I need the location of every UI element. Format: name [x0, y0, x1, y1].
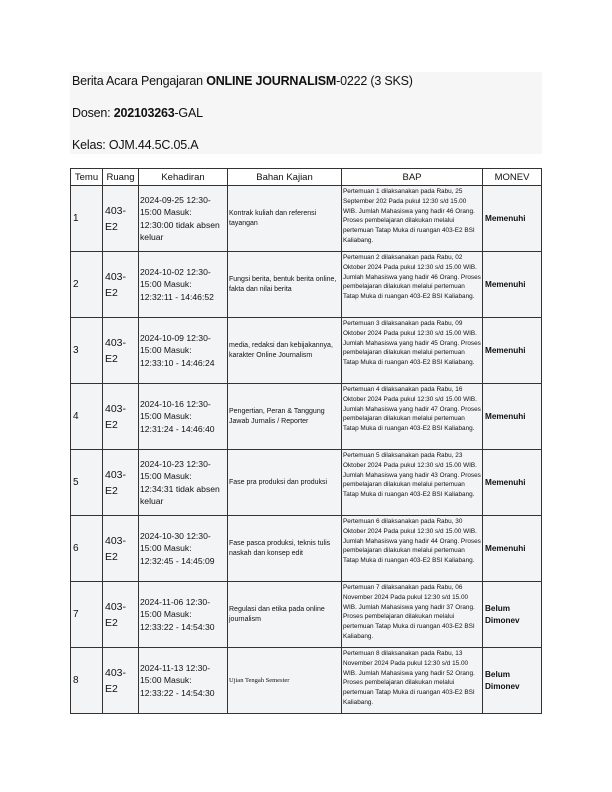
cell-kehadiran: 2024-11-06 12:30-15:00 Masuk: 12:33:22 - 14:54:30: [139, 582, 228, 648]
table-row: [71, 186, 542, 252]
cell-bap: Pertemuan 8 dilaksanakan pada Rabu, 13 November 2024 Pada pukul 12:30 s/d 15.00 WIB. Jumlah Mahasiswa yang hadir 52 Orang. Proses pembelajaran dilakukan melalui pertemuan Tatap Muka di ruangan 403-E2 BSI Kaliabang.: [342, 648, 483, 714]
cell-kehadiran: 2024-11-13 12:30-15:00 Masuk: 12:33:22 - 14:54:30: [139, 648, 228, 714]
cell-bahan-kajian: Regulasi dan etika pada online journalism: [228, 582, 342, 648]
cell-monev: Belum Dimonev: [483, 582, 542, 648]
course-code: -0222 (3 SKS): [336, 74, 413, 88]
cell-bahan-kajian: Fase pra produksi dan produksi: [228, 450, 342, 516]
class-line: Kelas: OJM.44.5C.05.A: [72, 138, 199, 152]
table-row: [71, 582, 542, 648]
cell-monev: Memenuhi: [483, 186, 542, 252]
cell-bahan-kajian: media, redaksi dan kebijakannya, karakter Online Journalism: [228, 318, 342, 384]
attendance-table: [70, 168, 542, 714]
col-header-ruang: Ruang: [103, 169, 139, 186]
cell-kehadiran: 2024-10-30 12:30-15:00 Masuk: 12:32:45 - 14:45:09: [139, 516, 228, 582]
cell-temu: 2: [71, 252, 103, 318]
cell-bap: Pertemuan 7 dilaksanakan pada Rabu, 06 November 2024 Pada pukul 12:30 s/d 15.00 WIB. Jumlah Mahasiswa yang hadir 37 Orang. Proses pembelajaran dilakukan melalui pertemuan Tatap Muka di ruangan 403-E2 BSI Kaliabang.: [342, 582, 483, 648]
table-row: [71, 450, 542, 516]
table-row: [71, 384, 542, 450]
col-header-bap: BAP: [342, 169, 483, 186]
cell-ruang: 403-E2: [103, 450, 139, 516]
cell-temu: 3: [71, 318, 103, 384]
cell-temu: 6: [71, 516, 103, 582]
col-header-kehadiran: Kehadiran: [139, 169, 228, 186]
table-row: [71, 648, 542, 714]
cell-bahan-kajian: Pengertian, Peran & Tanggung Jawab Jurnalis / Reporter: [228, 384, 342, 450]
cell-ruang: 403-E2: [103, 186, 139, 252]
cell-ruang: 403-E2: [103, 384, 139, 450]
table-row: [71, 516, 542, 582]
cell-bap: Pertemuan 1 dilaksanakan pada Rabu, 25 September 202 Pada pukul 12:30 s/d 15.00 WIB. Jumlah Mahasiswa yang hadir 46 Orang. Proses pembelajaran dilakukan melalui pertemuan Tatap Muka di ruangan 403-E2 BSI Kaliabang.: [342, 186, 483, 252]
cell-bahan-kajian: Ujian Tengah Semester: [228, 648, 342, 714]
cell-ruang: 403-E2: [103, 516, 139, 582]
title-prefix: Berita Acara Pengajaran: [72, 74, 207, 88]
cell-monev: Memenuhi: [483, 318, 542, 384]
cell-monev: Memenuhi: [483, 252, 542, 318]
cell-bap: Pertemuan 2 dilaksanakan pada Rabu, 02 Oktober 2024 Pada pukul 12:30 s/d 15.00 WIB. Jumlah Mahasiswa yang hadir 46 Orang. Proses pembelajaran dilakukan melalui pertemuan Tatap Muka di ruangan 403-E2 BSI Kaliabang.: [342, 252, 483, 318]
cell-ruang: 403-E2: [103, 252, 139, 318]
lecturer-label: Dosen:: [72, 106, 114, 120]
cell-monev: Memenuhi: [483, 384, 542, 450]
cell-temu: 1: [71, 186, 103, 252]
table-row: [71, 318, 542, 384]
lecturer-code: -GAL: [174, 106, 203, 120]
cell-bap: Pertemuan 3 dilaksanakan pada Rabu, 09 Oktober 2024 Pada pukul 12:30 s/d 15.00 WIB. Jumlah Mahasiswa yang hadir 45 Orang. Proses pembelajaran dilakukan melalui pertemuan Tatap Muka di ruangan 403-E2 BSI Kaliabang.: [342, 318, 483, 384]
table-row: [71, 252, 542, 318]
cell-monev: Belum Dimonev: [483, 648, 542, 714]
cell-kehadiran: 2024-10-16 12:30-15:00 Masuk: 12:31:24 - 14:46:40: [139, 384, 228, 450]
cell-bahan-kajian: Fungsi berita, bentuk berita online, fakta dan nilai berita: [228, 252, 342, 318]
page-title: [72, 74, 413, 88]
col-header-temu: Temu: [71, 169, 103, 186]
col-header-bahan-kajian: Bahan Kajian: [228, 169, 342, 186]
lecturer-line: [72, 106, 203, 120]
cell-temu: 8: [71, 648, 103, 714]
cell-ruang: 403-E2: [103, 648, 139, 714]
cell-monev: Memenuhi: [483, 516, 542, 582]
cell-ruang: 403-E2: [103, 318, 139, 384]
cell-monev: Memenuhi: [483, 450, 542, 516]
cell-kehadiran: 2024-09-25 12:30-15:00 Masuk: 12:30:00 tidak absen keluar: [139, 186, 228, 252]
document-header: [70, 72, 542, 154]
cell-temu: 7: [71, 582, 103, 648]
cell-kehadiran: 2024-10-02 12:30-15:00 Masuk: 12:32:11 - 14:46:52: [139, 252, 228, 318]
cell-temu: 5: [71, 450, 103, 516]
cell-bahan-kajian: Kontrak kuliah dan referensi tayangan: [228, 186, 342, 252]
lecturer-id: 202103263: [113, 106, 175, 120]
cell-ruang: 403-E2: [103, 582, 139, 648]
cell-bap: Pertemuan 5 dilaksanakan pada Rabu, 23 Oktober 2024 Pada pukul 12:30 s/d 15.00 WIB. Jumlah Mahasiswa yang hadir 43 Orang. Proses pembelajaran dilakukan melalui pertemuan Tatap Muka di ruangan 403-E2 BSI Kaliabang.: [342, 450, 483, 516]
col-header-monev: MONEV: [483, 169, 542, 186]
table-header-row: [71, 169, 542, 186]
cell-temu: 4: [71, 384, 103, 450]
course-name: ONLINE JOURNALISM: [206, 74, 337, 88]
cell-bahan-kajian: Fase pasca produksi, teknis tulis naskah dan konsep edit: [228, 516, 342, 582]
cell-kehadiran: 2024-10-09 12:30-15:00 Masuk: 12:33:10 - 14:46:24: [139, 318, 228, 384]
cell-kehadiran: 2024-10-23 12:30-15:00 Masuk: 12:34:31 tidak absen keluar: [139, 450, 228, 516]
cell-bap: Pertemuan 6 dilaksanakan pada Rabu, 30 Oktober 2024 Pada pukul 12:30 s/d 15.00 WIB. Jumlah Mahasiswa yang hadir 44 Orang. Proses pembelajaran dilakukan melalui pertemuan Tatap Muka di ruangan 403-E2 BSI Kaliabang.: [342, 516, 483, 582]
cell-bap: Pertemuan 4 dilaksanakan pada Rabu, 16 Oktober 2024 Pada pukul 12:30 s/d 15.00 WIB. Jumlah Mahasiswa yang hadir 47 Orang. Proses pembelajaran dilakukan melalui pertemuan Tatap Muka di ruangan 403-E2 BSI Kaliabang.: [342, 384, 483, 450]
